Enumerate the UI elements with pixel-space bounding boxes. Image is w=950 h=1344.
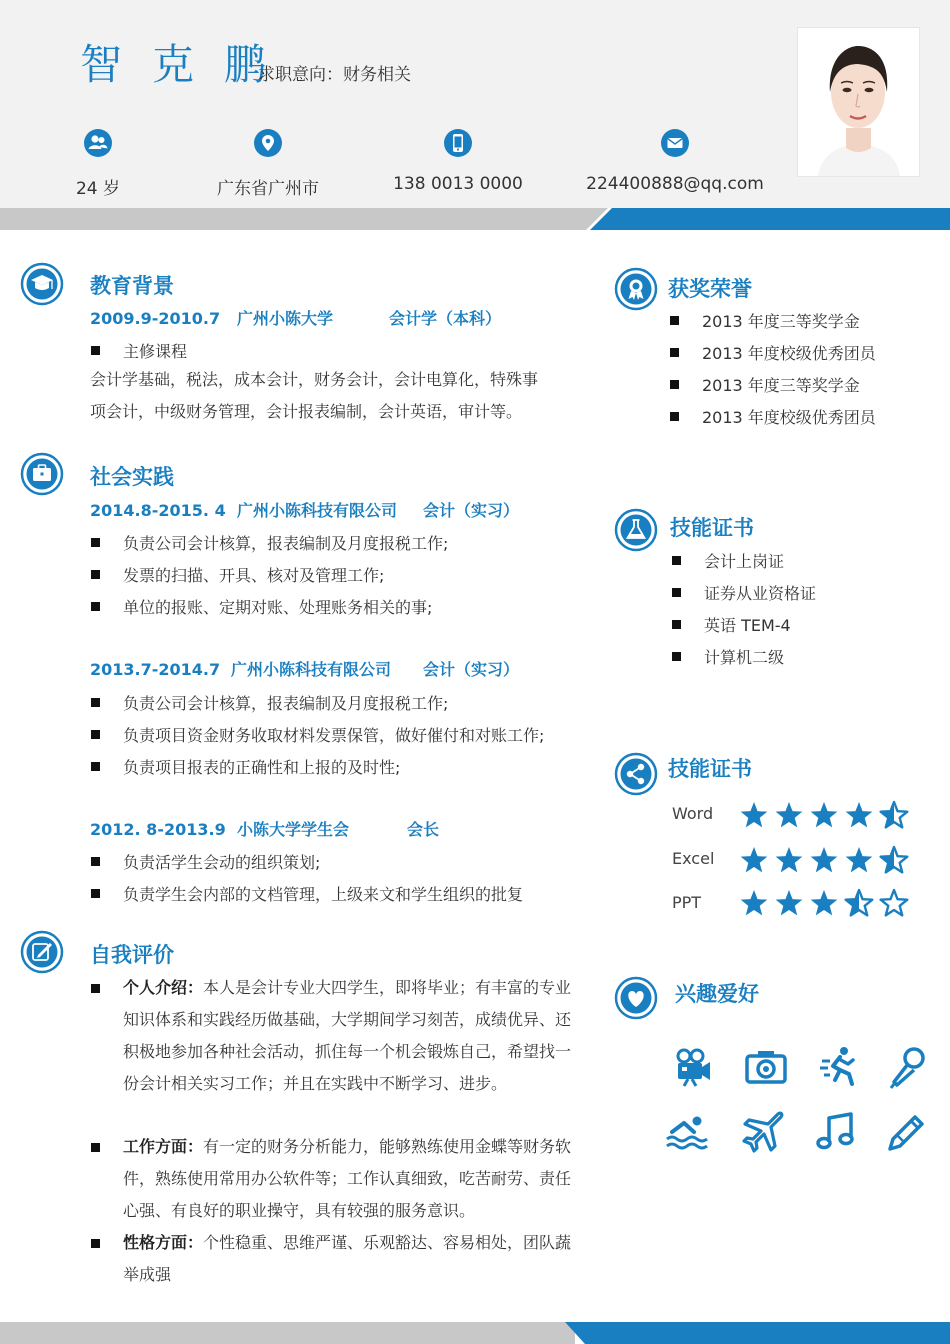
skill-rating-excel — [737, 844, 912, 878]
education-entry — [90, 306, 501, 329]
practice-1-item-3: 单位的报账、定期对账、处理账务相关的事; — [123, 595, 432, 618]
rating-star — [811, 802, 838, 827]
practice-3-item-1: 负责活学生会动的组织策划; — [123, 850, 320, 873]
share-icon — [614, 752, 658, 796]
phone-text: 138 0013 0000 — [393, 174, 523, 194]
email-icon — [660, 128, 690, 158]
rating-star — [846, 847, 873, 872]
practice-1-org: 广州小陈科技有限公司 — [237, 501, 398, 520]
rating-star — [741, 890, 768, 915]
award-medal-icon — [614, 267, 658, 311]
education-bullet: 主修课程 — [123, 339, 187, 362]
award-item-4: 2013 年度校级优秀团员 — [702, 405, 876, 428]
cert-item-1: 会计上岗证 — [704, 549, 784, 572]
practice-1-item-2: 发票的扫描、开具、核对及管理工作; — [123, 563, 384, 586]
swimming-icon — [664, 1108, 710, 1154]
candidate-name: 智克鹏 — [80, 40, 297, 89]
practice-2-item-2: 负责项目资金财务收取材料发票保管，做好催付和对账工作; — [123, 723, 544, 746]
portrait-image — [798, 28, 919, 176]
header-divider-band — [0, 208, 950, 230]
airplane-icon — [740, 1108, 786, 1154]
cert-item-2: 证券从业资格证 — [704, 581, 816, 604]
award-item-3: 2013 年度三等奖学金 — [702, 373, 860, 396]
practice-2-item-1: 负责公司会计核算，报表编制及月度报税工作; — [123, 691, 448, 714]
rating-star — [741, 802, 768, 827]
heart-icon — [614, 976, 658, 1020]
rating-star — [846, 890, 873, 915]
rating-star — [776, 890, 803, 915]
self-eval-intro — [123, 972, 583, 1100]
rating-star — [846, 802, 873, 827]
location-icon — [253, 128, 283, 158]
skill-rating-ppt — [737, 887, 912, 921]
rating-star — [776, 847, 803, 872]
self-eval-work-text: 有一定的财务分析能力，能够熟练使用金蝶等财务软件，熟练使用常用办公软件等；工作认真细致，吃苦耐劳、责任心强、有良好的职业操守，具有较强的服务意识。 — [123, 1137, 572, 1220]
self-eval-body — [0, 970, 950, 1284]
practice-1-role: 会计（实习） — [423, 501, 520, 520]
practice-3-org: 小陈大学学生会 — [237, 820, 350, 839]
self-eval-title: 自我评价 — [90, 943, 174, 967]
rating-star — [776, 802, 803, 827]
practice-title: 社会实践 — [90, 465, 174, 489]
profile-photo — [797, 27, 920, 177]
practice-2-item-3: 负责项目报表的正确性和上报的及时性; — [123, 755, 400, 778]
rating-star — [881, 890, 908, 915]
hobbies-title: 兴趣爱好 — [675, 982, 759, 1006]
practice-2-role: 会计（实习） — [423, 660, 520, 679]
running-icon — [816, 1044, 862, 1090]
certs-title: 技能证书 — [670, 516, 754, 540]
music-note-icon — [813, 1108, 859, 1154]
edit-note-icon — [20, 930, 64, 974]
practice-3-date: 2012. 8-2013.9 — [90, 820, 226, 839]
practice-entry-3 — [90, 817, 439, 840]
flask-icon — [614, 508, 658, 552]
self-eval-personality-text: 个性稳重、思维严谨、乐观豁达、容易相处，团队蔬举成强 — [123, 1233, 572, 1284]
practice-entry-1 — [90, 498, 519, 521]
user-icon — [83, 128, 113, 158]
contact-phone — [348, 128, 568, 194]
self-eval-personality-label: 性格方面： — [123, 1233, 204, 1252]
education-date: 2009.9-2010.7 — [90, 309, 221, 328]
cert-item-4: 计算机二级 — [704, 645, 784, 668]
skill-label-excel: Excel — [672, 849, 715, 868]
rating-star — [741, 847, 768, 872]
rating-star — [811, 890, 838, 915]
cert-item-3: 英语 TEM-4 — [704, 613, 791, 636]
rating-star — [881, 802, 908, 827]
rating-star — [811, 847, 838, 872]
self-eval-intro-text: 本人是会计专业大四学生，即将毕业；有丰富的专业知识体系和实践经历做基础，大学期间学习刻苦，成绩优异、还积极地参加各种社会活动，抓住每一个机会锻炼自己，希望找一份会计相关实习工作；并且在实践中不断学习、进步。 — [123, 978, 572, 1093]
pencil-icon — [884, 1108, 930, 1154]
self-eval-personality — [123, 1227, 583, 1291]
microphone-icon — [886, 1044, 932, 1090]
practice-2-org: 广州小陈科技有限公司 — [231, 660, 392, 679]
skills-title: 技能证书 — [668, 757, 752, 781]
skill-label-ppt: PPT — [672, 893, 702, 912]
awards-title: 获奖荣誉 — [668, 277, 752, 301]
job-objective: 求职意向：财务相关 — [258, 65, 411, 85]
education-major: 会计学（本科） — [389, 309, 502, 328]
practice-1-item-1: 负责公司会计核算，报表编制及月度报税工作; — [123, 531, 448, 554]
education-school: 广州小陈大学 — [237, 309, 334, 328]
self-eval-work-label: 工作方面： — [123, 1137, 204, 1156]
rating-star — [881, 847, 908, 872]
award-item-1: 2013 年度三等奖学金 — [702, 309, 860, 332]
email-text: 224400888@qq.com — [586, 174, 764, 194]
age-text: 24 岁 — [75, 179, 121, 199]
briefcase-icon — [20, 452, 64, 496]
practice-2-date: 2013.7-2014.7 — [90, 660, 221, 679]
practice-3-item-2: 负责学生会内部的文档管理，上级来文和学生组织的批复 — [123, 882, 523, 905]
education-title: 教育背景 — [90, 274, 174, 298]
contact-location — [158, 128, 378, 199]
video-camera-icon — [670, 1044, 716, 1090]
skill-rating-word — [737, 799, 912, 833]
self-eval-work — [123, 1131, 583, 1227]
phone-icon — [443, 128, 473, 158]
practice-1-date: 2014.8-2015. 4 — [90, 501, 226, 520]
practice-entry-2 — [90, 657, 519, 680]
location-text: 广东省广州市 — [217, 179, 319, 199]
self-eval-intro-label: 个人介绍： — [123, 978, 204, 997]
footer-divider-band — [0, 1322, 950, 1344]
camera-icon — [743, 1044, 789, 1090]
education-courses-line2: 项会计，中级财务管理，会计报表编制，会计英语，审计等。 — [90, 402, 523, 421]
practice-3-role: 会长 — [407, 820, 440, 839]
award-item-2: 2013 年度校级优秀团员 — [702, 341, 876, 364]
contact-email — [565, 128, 785, 194]
education-courses-line1: 会计学基础，税法，成本会计，财务会计，会计电算化，特殊事 — [90, 370, 539, 389]
graduation-cap-icon — [20, 262, 64, 306]
skill-label-word: Word — [672, 804, 714, 823]
